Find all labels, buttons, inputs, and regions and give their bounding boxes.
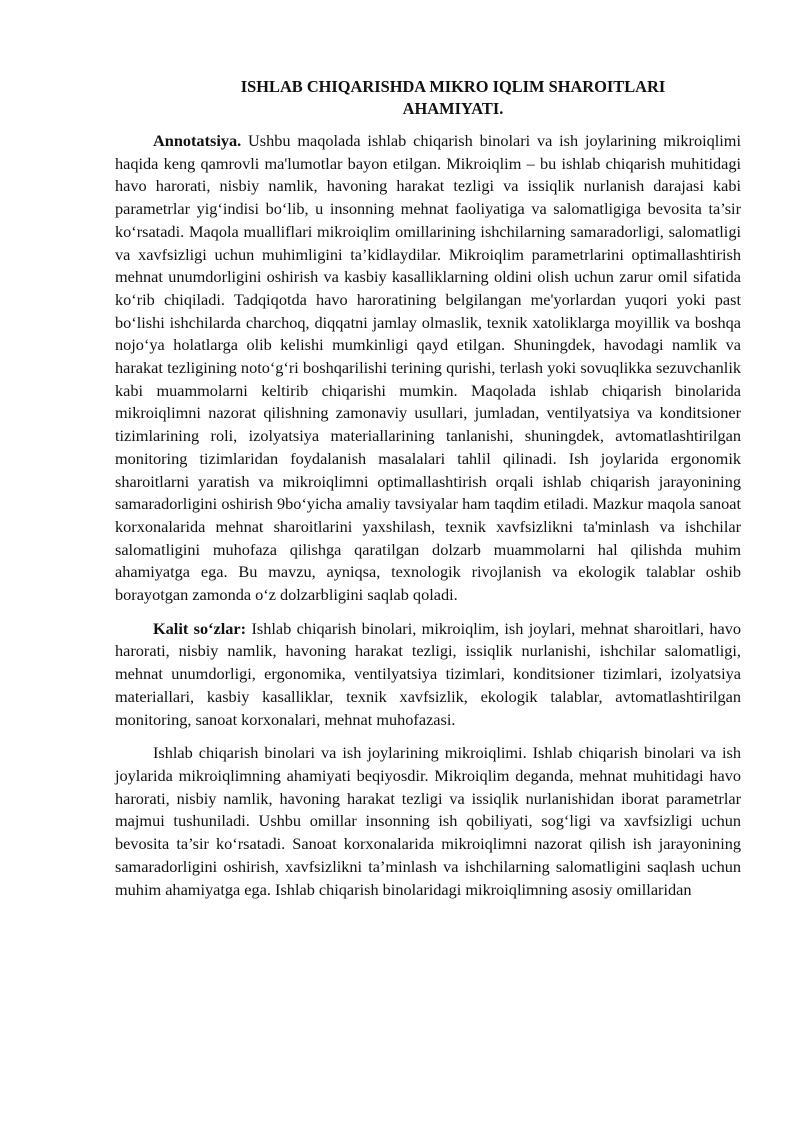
title-line-2: AHAMIYATI. bbox=[402, 99, 504, 118]
keywords-label: Kalit so‘zlar: bbox=[153, 618, 247, 638]
abstract-label: Annotatsiya. bbox=[153, 131, 242, 150]
keywords-paragraph bbox=[115, 618, 741, 732]
document-title bbox=[115, 76, 741, 120]
keywords-text: Ishlab chiqarish binolari, mikroiqlim, ish joylari, mehnat sharoitlari, havo harorati, nisbiy namlik, havoning harakat tezligi, issiqlik nurlanishi, ishchilar salomatligi, mehnat unumdorligi, ergonomika, ventilyatsiya tizimlari, konditsioner tizimlari, izolyatsiya materiallari, kasbiy kasalliklar, texnik xavfsizlik, ekologik talablar, avtomatlashtirilgan monitoring, sanoat korxonalari, mehnat muhofazasi. bbox=[115, 618, 742, 729]
title-line-1: ISHLAB CHIQARISHDA MIKRO IQLIM SHAROITLARI bbox=[240, 77, 666, 96]
document-page bbox=[115, 76, 741, 912]
body-paragraph: Ishlab chiqarish binolari va ish joylarining mikroiqlimi. Ishlab chiqarish binolari va ish joylarida mikroiqlimning ahamiyati beqiyosdir. Mikroiqlim deganda, mehnat muhitidagi havo harorati, nisbiy namlik, havoning harakat tezligi va issiqlik nurlanishidan iborat parametrlar majmui tushuniladi. Ushbu omillar insonning ish qobiliyati, sog‘ligi va xavfsizligi uchun bevosita ta’sir ko‘rsatadi. Sanoat korxonalarida mikroiqlimni nazorat qilish ish jarayonining samaradorligini oshirish, xavfsizlikni ta’minlash va ishchilarning salomatligini saqlash uchun muhim ahamiyatga ega. Ishlab chiqarish binolaridagi mikroiqlimning asosiy omillaridan bbox=[115, 743, 741, 899]
abstract-text: Ushbu maqolada ishlab chiqarish binolari va ish joylarining mikroiqlimi haqida keng qamrovli ma'lumotlar bayon etilgan. Mikroiqlim – bu ishlab chiqarish muhitidagi havo harorati, nisbiy namlik, havoning harakat tezligi va issiqlik nurlanish darajasi kabi parametrlar yig‘indisi bo‘lib, u insonning mehnat faoliyatiga va salomatligiga bevosita ta’sir ko‘rsatadi. Maqola mualliflari mikroiqlim omillarining ishchilarning samaradorligi, salomatligi va xavfsizligi uchun muhimligini ta’kidlaydilar. Mikroiqlim parametrlarini optimallashtirish mehnat unumdorligini oshirish va kasbiy kasalliklarning oldini olish uchun zarur omil sifatida ko‘rib chiqiladi. Tadqiqotda havo haroratining belgilangan me'yorlardan yuqori yoki past bo‘lishi ishchilarda charchoq, diqqatni jamlay olmaslik, texnik xatoliklarga moyillik va boshqa nojo‘ya holatlarga olib kelishi mumkinligi qayd etilgan. Shuningdek, havodagi namlik va harakat tezligining noto‘g‘ri boshqarilishi terining qurishi, terlash yoki sovuqlikka sezuvchanlik kabi muammolarni keltirib chiqarishi mumkin. Maqolada ishlab chiqarish binolarida mikroiqlimni nazorat qilishning zamonaviy usullari, jumladan, ventilyatsiya va konditsioner tizimlarining roli, izolyatsiya materiallarining tanlanishi, shuningdek, avtomatlashtirilgan monitoring tizimlaridan foydalanish masalalari tahlil qilinadi. Ish joylarida ergonomik sharoitlarni yaratish va mikroiqlimni optimallashtirish orqali ishlab chiqarish jarayonining samaradorligini oshirish 9bo‘yicha amaliy tavsiyalar ham taqdim etiladi. Mazkur maqola sanoat korxonalarida mehnat sharoitlarini yaxshilash, texnik xavfsizlikni ta'minlash va ishchilar salomatligini muhofaza qilishga qaratilgan dolzarb muammolarni hal qilishda muhim ahamiyatga ega. Bu mavzu, ayniqsa, texnologik rivojlanish va ekologik talablar oshib borayotgan zamonda o‘z dolzarbligini saqlab qoladi. bbox=[115, 131, 741, 605]
abstract-paragraph bbox=[115, 130, 741, 607]
